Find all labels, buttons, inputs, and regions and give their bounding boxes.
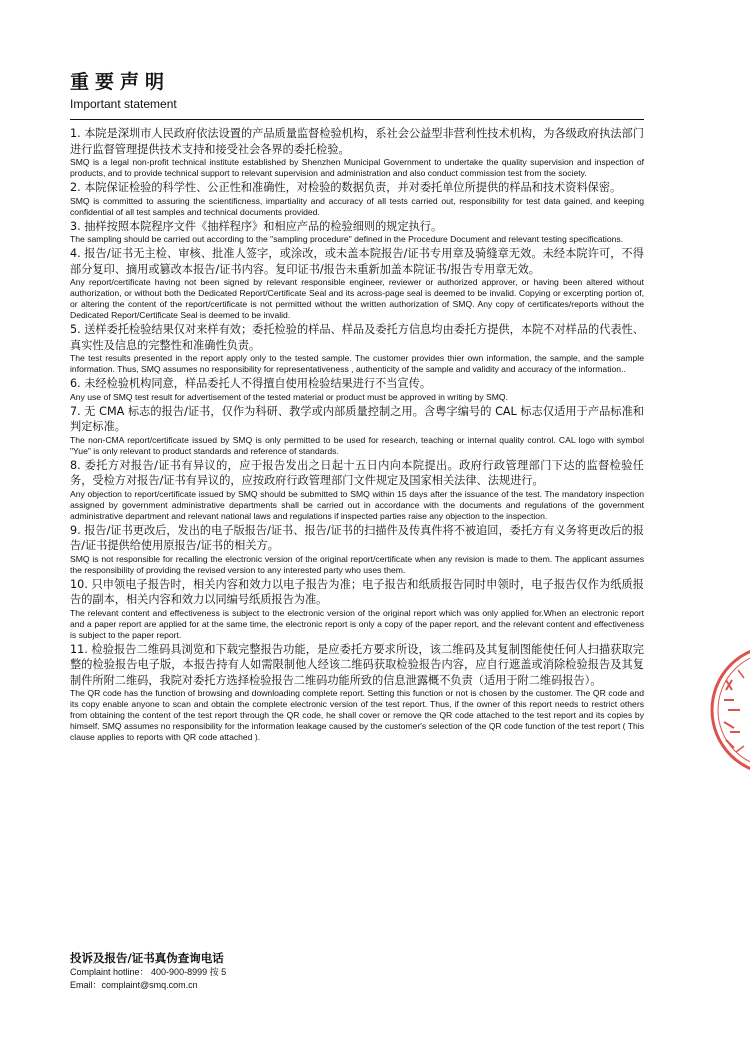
statement-en: The relevant content and effectiveness is subject to the electronic version of the original report which was only applied for.When an electronic report and a paper report are applied for at the same time, the electronic report is only a copy of the paper report, and the relevant content and effectiveness is subject to the paper report.: [70, 607, 644, 640]
contact-footer: [70, 950, 644, 992]
statement-zh: 5. 送样委托检验结果仅对来样有效；委托检验的样品、样品及委托方信息均由委托方提供，本院不对样品的代表性、真实性及信息的完整性和准确性负责。: [70, 323, 644, 352]
statement-item: [70, 642, 644, 744]
statement-zh: 1. 本院是深圳市人民政府依法设置的产品质量监督检验机构，系社会公益型非营利性技术机构，为各级政府执法部门进行监督管理提供技术支持和接受社会各界的委托检验。: [70, 127, 644, 156]
statement-zh: 3. 抽样按照本院程序文件《抽样程序》和相应产品的检验细则的规定执行。: [70, 219, 443, 233]
statement-zh: 7. 无 CMA 标志的报告/证书，仅作为科研、教学或内部质量控制之用。含粤字编号的 CAL 标志仅适用于产品标准和判定标准。: [70, 404, 644, 433]
statement-item: [70, 322, 644, 375]
complaint-hotline: Complaint hotline： 400-900-8999 按 5: [70, 967, 227, 977]
complaint-email: Email：complaint@smq.com.cn: [70, 980, 198, 990]
page-title: 重要声明: [70, 71, 171, 93]
official-seal-stamp: [706, 640, 750, 780]
statement-item: [70, 180, 644, 218]
statement-zh: 2. 本院保证检验的科学性、公正性和准确性，对检验的数据负责，并对委托单位所提供的样品和技术资料保密。: [70, 181, 622, 194]
statement-en: The QR code has the function of browsing and downloading complete report. Setting this function or not is chosen by the customer. The QR code and its copy enable anyone to scan and obtain the complete electronic version of the test report. Thus, if the owner of this report needs to restrict others from obtaining the content of the test report through the QR code, he shall cover or remove the QR code attached to the test report and its copies by himself. SMQ assumes no responsibility for the information leakage caused by the customer's selection of the QR code function of the test report ( This clause applies to reports with QR code attached ).: [70, 688, 644, 742]
statement-item: [70, 404, 644, 457]
statement-item: [70, 376, 644, 403]
statement-zh: 10. 只申领电子报告时，相关内容和效力以电子报告为准；电子报告和纸质报告同时申领时，电子报告仅作为纸质报告的副本，相关内容和效力以同编号纸质报告为准。: [70, 577, 644, 606]
statement-en: The non-CMA report/certificate issued by SMQ is only permitted to be used for research, teaching or internal quality control. CAL logo with symbol "Yue" is only relevant to product standards and reference of standards.: [70, 434, 644, 456]
statement-item: [70, 458, 644, 522]
page-subtitle: Important statement: [70, 97, 177, 111]
contact-heading: 投诉及报告/证书真伪查询电话: [70, 951, 224, 965]
statement-en: Any report/certificate having not been signed by relevant responsible engineer, reviewer or authorized approver, or having been altered without authorization, or without both the Dedicated Report/Certificate Seal and its across-page seal is deemed to be invalid. Copying or excerpting portion of, or altering the content of the report/certificate is not permitted without the written authorization of SMQ. Any copy of certificates/reports without the Dedicated Report/Certificate Seal is deemed to be invalid.: [70, 277, 644, 320]
statement-zh: 9. 报告/证书更改后，发出的电子版报告/证书、报告/证书的扫描件及传真件将不被追回，委托方有义务将更改后的报告/证书提供给使用原报告/证书的相关方。: [70, 523, 644, 552]
statement-item: [70, 126, 644, 179]
title-divider: [70, 119, 644, 120]
statement-zh: 8. 委托方对报告/证书有异议的，应于报告发出之日起十五日内向本院提出。政府行政管理部门下达的监督检验任务，受检方对报告/证书有异议的，应按政府行政管理部门文件规定及国家相关法律、法规进行。: [70, 458, 644, 487]
statement-en: The test results presented in the report apply only to the tested sample. The customer provides thier own information, the sample, and the sample information. Thus, SMQ assumes no responsibility for representativeness , authenticity of the sample and validity and accuracy of the information..: [70, 353, 644, 374]
statement-list: [70, 126, 644, 743]
statement-en: The sampling should be carried out according to the "sampling procedure" defined in the Procedure Document and relevant testing specifications.: [70, 234, 624, 244]
statement-item: [70, 523, 644, 576]
statement-en: Any use of SMQ test result for advertisement of the tested material or product must be approved in writing by SMQ.: [70, 391, 509, 402]
statement-en: Any objection to report/certificate issued by SMQ should be submitted to SMQ within 15 days after the issuance of the test. The mandatory inspection assigned by government administrative departments shall be carried out in accordance with the documents and regulations of the government administrative department and relevant national laws and regulations if inspected parties raise any objection to the inspection.: [70, 488, 644, 521]
statement-en: SMQ is a legal non-profit technical institute established by Shenzhen Municipal Government to undertake the quality supervision and inspection of products, and to provide technical support to relevant supervision and administration and also conduct commission test from the society.: [70, 157, 644, 178]
statement-zh: 11. 检验报告二维码具浏览和下载完整报告功能，是应委托方要求所设，该二维码及其复制图能使任何人扫描获取完整的检验报告电子版，本报告持有人如需限制他人经该二维码获取检验报告内容，应自行遮盖或消除检验报告及其复制件所附二维码，我院对委托方选择检验报告二维码功能所致的信息泄露概不负责（适用于附二维码报告）。: [70, 642, 644, 687]
statement-zh: 4. 报告/证书无主检、审核、批准人签字，或涂改，或未盖本院报告/证书专用章及骑缝章无效。未经本院许可，不得部分复印、摘用或篡改本报告/证书内容。复印证书/报告未重新加盖本院证书/报告专用章无效。: [70, 247, 644, 276]
statement-en: SMQ is not responsible for recalling the electronic version of the original report/certificate when any revision is made to them. The applicant assumes the responsibility of providing the revised version to any interested party who uses them.: [70, 553, 644, 575]
statement-item: [70, 577, 644, 641]
statement-en: SMQ is committed to assuring the scientificness, impartiality and accuracy of all tests carried out, responsibility for test data gained, and keeping confidential of all test samples and technical documents provided.: [70, 195, 644, 217]
statement-zh: 6. 未经检验机构同意，样品委托人不得擅自使用检验结果进行不当宣传。: [70, 377, 432, 390]
statement-page: [70, 70, 644, 744]
statement-item: [70, 246, 644, 321]
statement-item: [70, 219, 644, 246]
